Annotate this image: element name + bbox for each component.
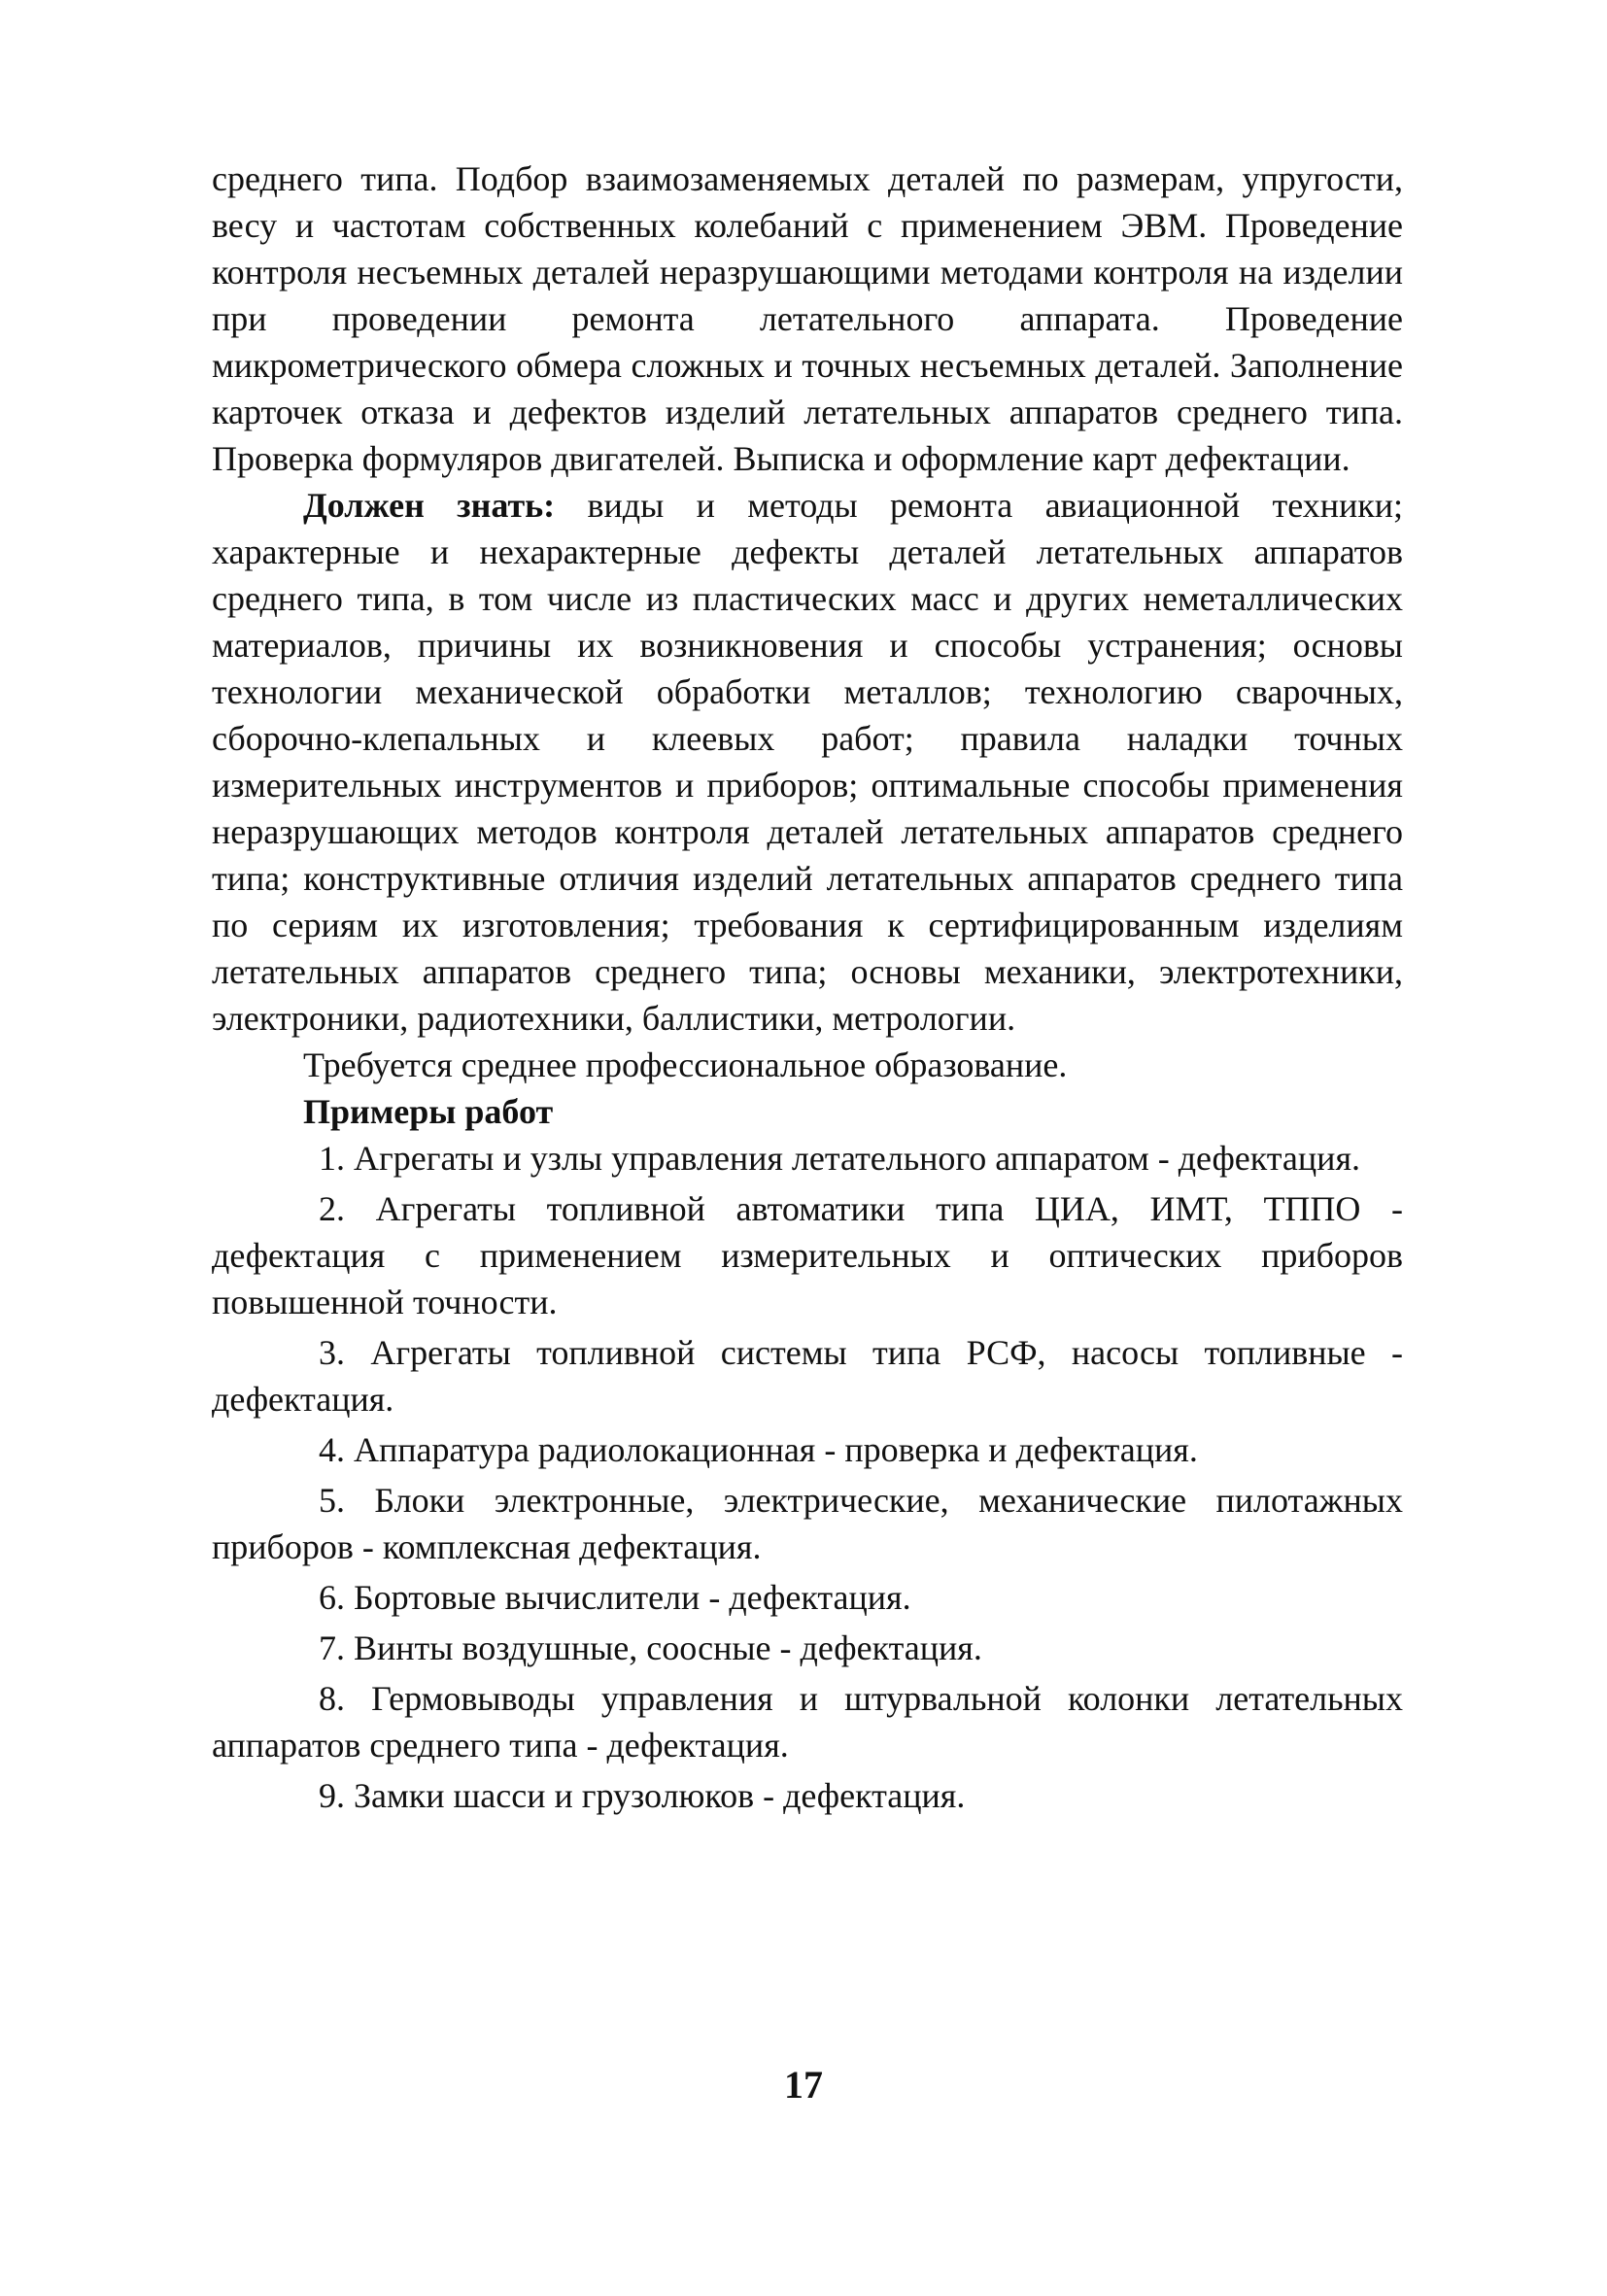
paragraph-education: Требуется среднее профессиональное образование. xyxy=(303,1045,1068,1084)
examples-heading: Примеры работ xyxy=(303,1092,554,1131)
list-item: 1. Агрегаты и узлы управления летательного аппаратом - дефектация. xyxy=(319,1139,1361,1178)
paragraph-continuation: среднего типа. Подбор взаимозаменяемых деталей по размерам, упругости, весу и частотам собственных колебаний с применением ЭВМ. Проведение контроля несъемных деталей неразрушающими методами контроля на изделии при проведении ремонта летательного аппарата. Проведение микрометрического обмера сложных и точных несъемных деталей. Заполнение карточек отказа и дефектов изделий летательных аппаратов среднего типа. Проверка формуляров двигателей. Выписка и оформление карт дефектации. xyxy=(212,159,1403,478)
document-body xyxy=(212,155,1403,1819)
list-item: 6. Бортовые вычислители - дефектация. xyxy=(319,1578,911,1617)
knowledge-lead: Должен знать: xyxy=(303,486,556,525)
list-item: 8. Гермовыводы управления и штурвальной колонки летательных аппаратов среднего типа - дефектация. xyxy=(212,1679,1403,1765)
list-item: 9. Замки шасси и грузолюков - дефектация. xyxy=(319,1776,966,1815)
list-item: 5. Блоки электронные, электрические, механические пилотажных приборов - комплексная дефектация. xyxy=(212,1481,1403,1566)
page-number: 17 xyxy=(784,2063,823,2107)
list-item: 4. Аппаратура радиолокационная - проверка и дефектация. xyxy=(319,1430,1198,1469)
examples-list xyxy=(212,1135,1403,1819)
list-item: 2. Агрегаты топливной автоматики типа ЦИА, ИМТ, ТППО - дефектация с применением измерительных и оптических приборов повышенной точности. xyxy=(212,1189,1403,1321)
list-item: 7. Винты воздушные, соосные - дефектация. xyxy=(319,1628,982,1667)
knowledge-text: виды и методы ремонта авиационной техники; характерные и нехарактерные дефекты деталей летательных аппаратов среднего типа, в том числе из пластических масс и других неметаллических материалов, причины их возникновения и способы устранения; основы технологии механической обработки металлов; технологию сварочных, сборочно-клепальных и клеевых работ; правила наладки точных измерительных инструментов и приборов; оптимальные способы применения неразрушающих методов контроля деталей летательных аппаратов среднего типа; конструктивные отличия изделий летательных аппаратов среднего типа по сериям их изготовления; требования к сертифицированным изделиям летательных аппаратов среднего типа; основы механики, электротехники, электроники, радиотехники, баллистики, метрологии. xyxy=(212,486,1403,1038)
paragraph-knowledge xyxy=(212,482,1403,1042)
list-item: 3. Агрегаты топливной системы типа РСФ, насосы топливные - дефектация. xyxy=(212,1333,1403,1419)
